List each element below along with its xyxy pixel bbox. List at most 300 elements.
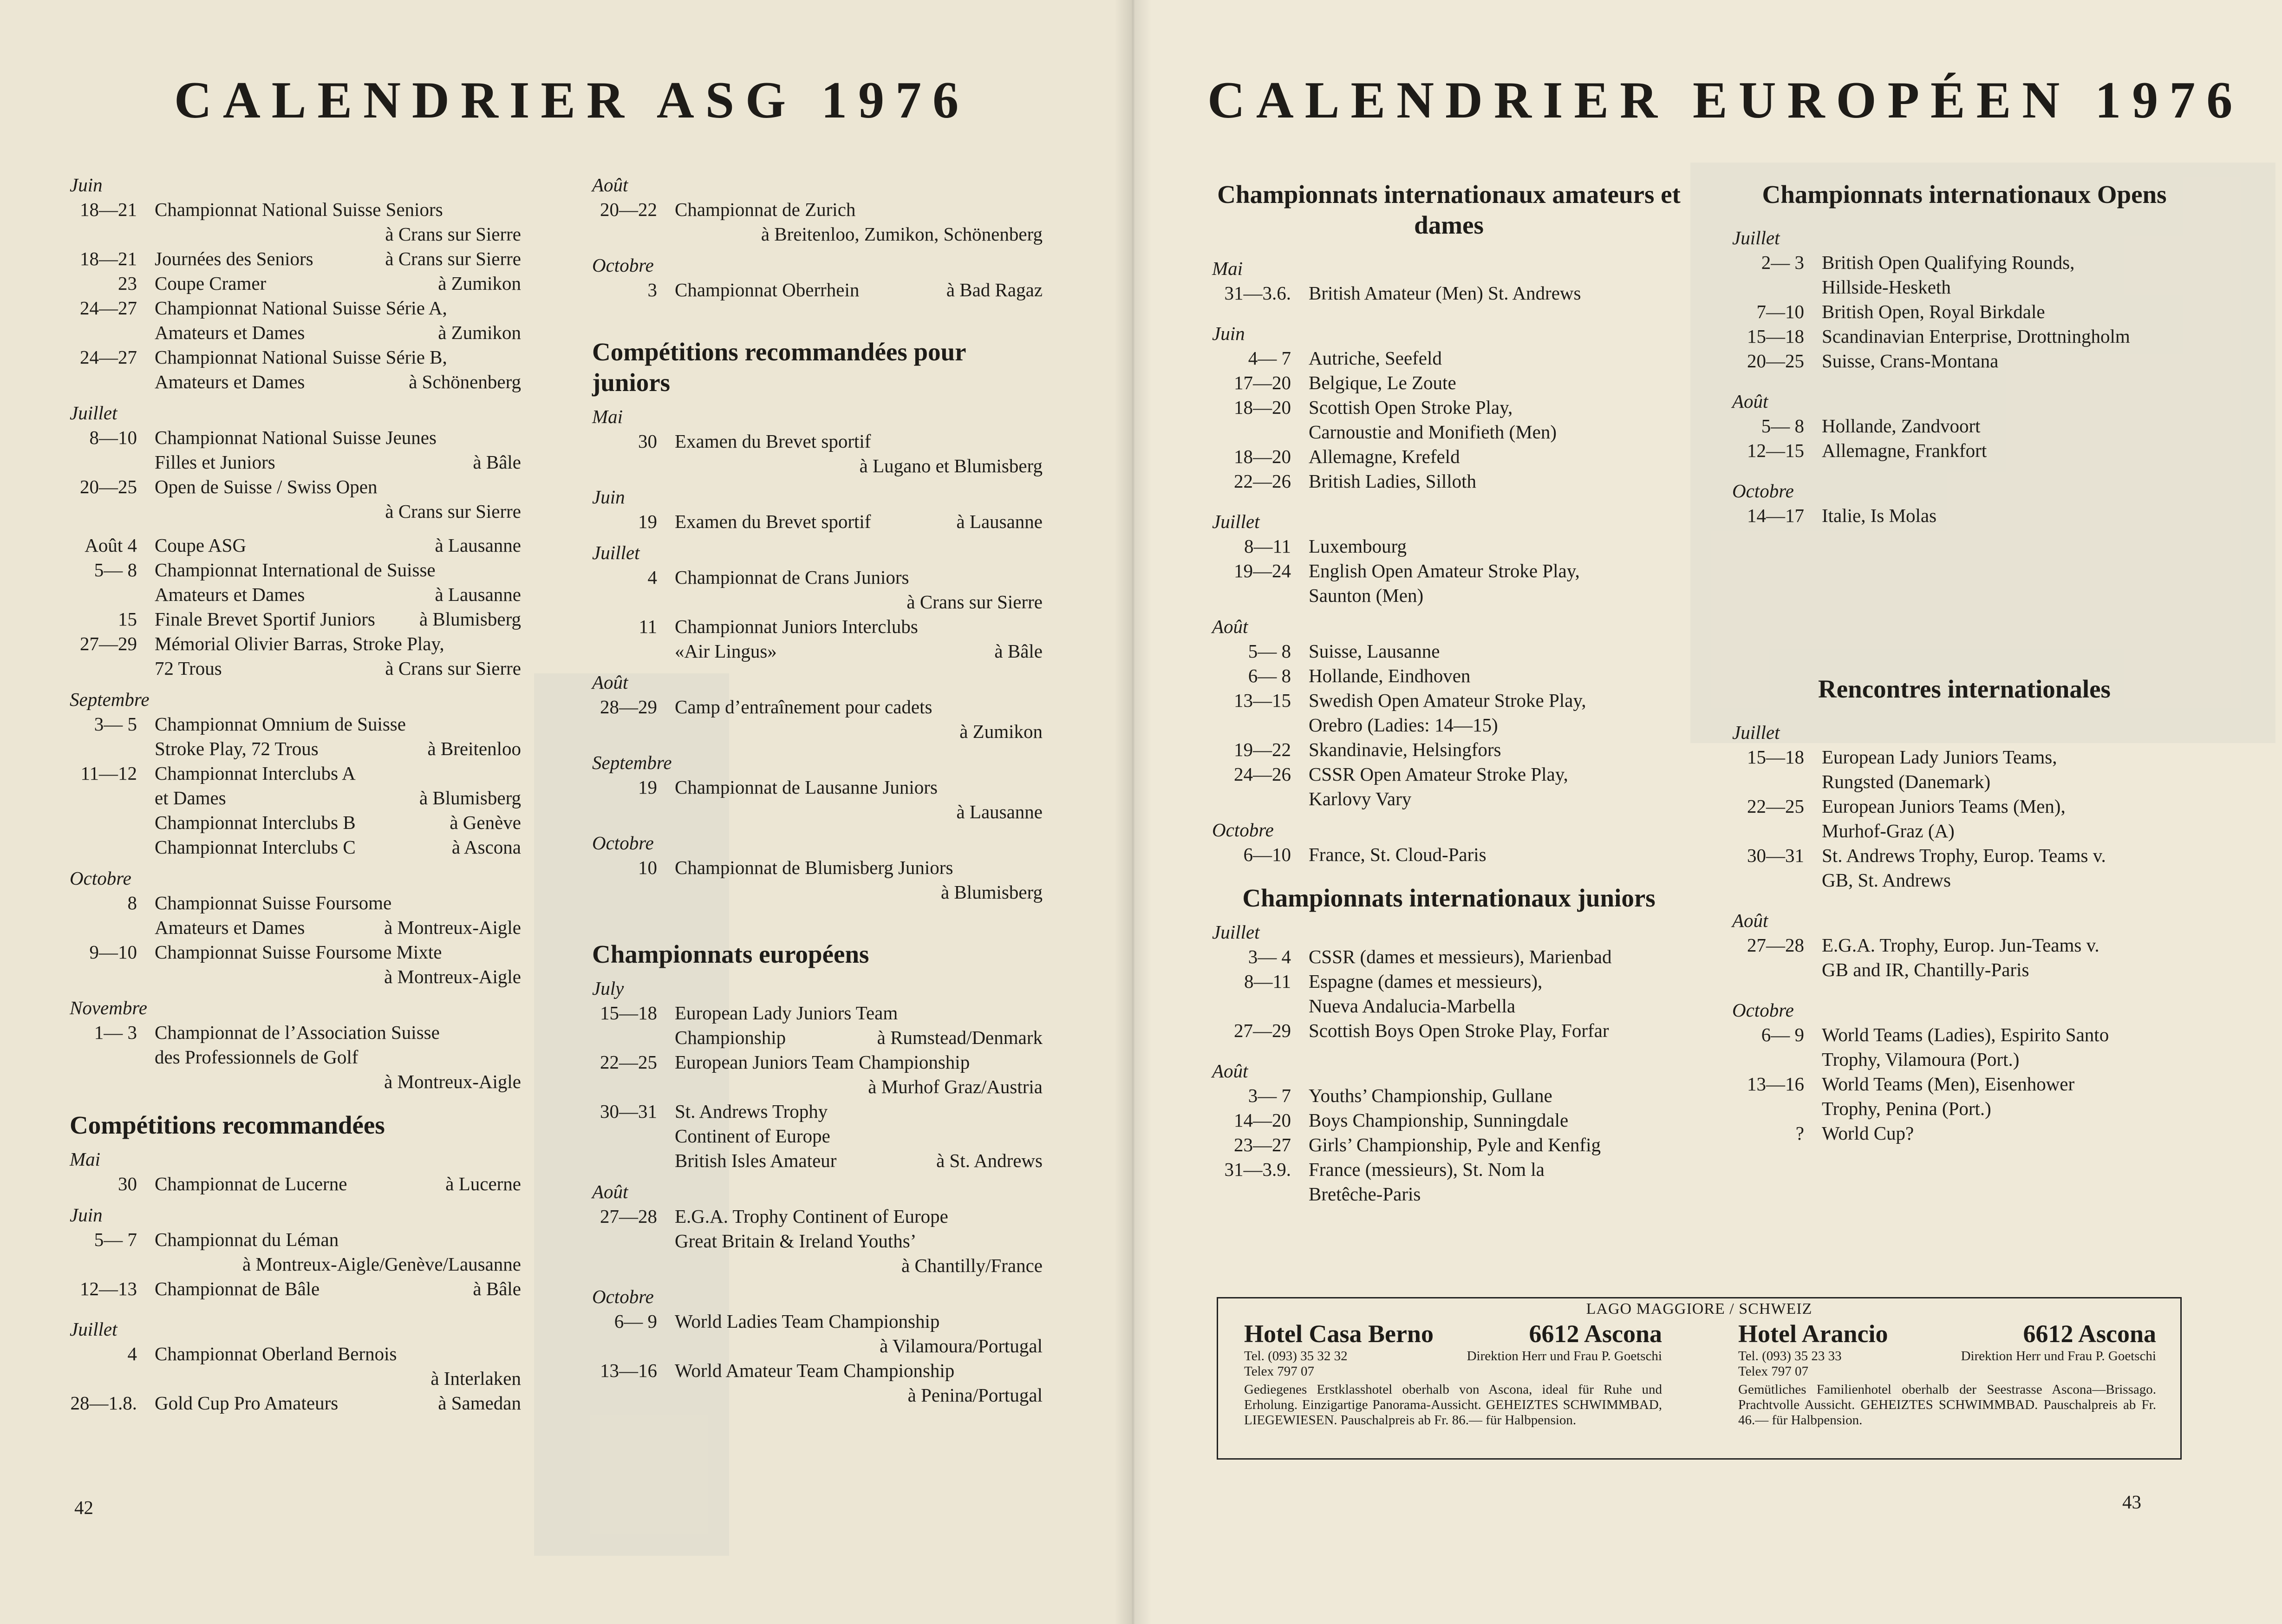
event-place: à Murhof Graz/Austria xyxy=(868,1076,1043,1097)
month-heading: Mai xyxy=(1212,258,1243,279)
event-details xyxy=(1804,503,2197,528)
event-date: 1— 3 xyxy=(94,1022,137,1043)
event-line xyxy=(155,1277,521,1301)
event-name: 72 Trous xyxy=(155,658,222,679)
month-heading: Septembre xyxy=(592,752,672,773)
event-details xyxy=(1291,945,1686,969)
calendar-entry xyxy=(1212,762,1686,811)
event-date: 22—25 xyxy=(600,1051,657,1073)
event-date: 14—20 xyxy=(1234,1109,1291,1131)
event-name: Youths’ Championship, Gullane xyxy=(1309,1085,1552,1106)
event-name: Championnat de Bâle xyxy=(155,1278,320,1299)
spacer xyxy=(1732,373,2197,383)
event-date: 30 xyxy=(638,430,657,452)
calendar-entry xyxy=(592,1050,1043,1099)
event-name: Championnat National Suisse Série A, xyxy=(155,297,447,319)
book-gutter xyxy=(1115,0,1152,1624)
calendar-entry xyxy=(1212,1018,1686,1043)
event-details xyxy=(657,1358,1043,1408)
section-heading: Championnats internationaux amateurs et dames xyxy=(1217,180,1681,239)
event-date: 12—13 xyxy=(80,1278,137,1299)
event-name: E.G.A. Trophy, Europ. Jun-Teams v. xyxy=(1822,934,2099,956)
event-name: Allemagne, Frankfort xyxy=(1822,440,1987,461)
event-name: Championnat de Zurich xyxy=(675,199,856,220)
event-date: 3— 7 xyxy=(1248,1085,1291,1106)
event-place: à Blumisberg xyxy=(419,608,521,630)
event-details xyxy=(657,855,1043,905)
event-name: World Teams (Ladies), Espirito Santo xyxy=(1822,1024,2109,1045)
hotel-direktion: Direktion Herr und Frau P. Goetschi xyxy=(1961,1349,2156,1363)
event-place: à Bâle xyxy=(994,640,1043,662)
event-date: 13—16 xyxy=(600,1360,657,1381)
event-name: Championnat Interclubs C xyxy=(155,836,356,858)
event-details xyxy=(1291,688,1686,737)
event-details xyxy=(657,197,1043,247)
event-place: à Breitenloo, Zumikon, Schönenberg xyxy=(761,223,1043,245)
event-name: British Isles Amateur xyxy=(675,1150,837,1171)
spacer xyxy=(1212,494,1686,503)
event-name: European Juniors Teams (Men), xyxy=(1822,796,2066,817)
event-date: 19—24 xyxy=(1234,560,1291,581)
calendar-entry xyxy=(1732,250,2197,300)
month-heading: Août xyxy=(1732,391,1768,412)
event-place: à Crans sur Sierre xyxy=(385,501,521,522)
event-name: Championnat National Suisse Seniors xyxy=(155,199,443,220)
hotel-name: Hotel Casa Berno xyxy=(1244,1320,1434,1348)
calendar-entry xyxy=(70,345,521,394)
left-page xyxy=(0,0,1133,1624)
calendar-entry xyxy=(1212,1083,1686,1108)
event-place: à Rumstead/Denmark xyxy=(877,1027,1043,1048)
event-date: 5— 8 xyxy=(94,559,137,580)
event-name: Championnat Omnium de Suisse xyxy=(155,713,406,735)
event-details xyxy=(1291,664,1686,688)
event-details xyxy=(137,533,521,558)
event-details xyxy=(1804,438,2197,463)
event-name: et Dames xyxy=(155,787,226,809)
calendar-entry xyxy=(70,533,521,558)
event-name: Championnat National Suisse Série B, xyxy=(155,346,447,368)
calendar-entry xyxy=(1212,395,1686,444)
calendar-entry xyxy=(592,1099,1043,1173)
calendar-entry xyxy=(1732,794,2197,843)
hotel-description: Gediegenes Erstklasshotel oberhalb von Ascona, ideal für Ruhe und Erholung. Einzigartige Panorama-Aussicht. GEHEIZTES SCHWIMMBAD, LIEGEWIESEN. Pauschalpreis ab Fr. 86.— für Halbpension. xyxy=(1244,1382,1662,1428)
event-details xyxy=(137,247,521,271)
event-name: Amateurs et Dames xyxy=(155,322,305,343)
event-line xyxy=(155,247,521,271)
asg-calendar-column-1 xyxy=(70,166,521,1415)
page-number-left: 42 xyxy=(74,1497,93,1518)
event-date: 28—29 xyxy=(600,696,657,717)
event-place: à Crans sur Sierre xyxy=(385,223,521,245)
event-date: 9—10 xyxy=(89,941,137,963)
section-heading: Championnats européens xyxy=(592,940,869,968)
event-details xyxy=(1291,639,1686,664)
hotel-telex: Telex 797 07 xyxy=(1244,1364,1314,1379)
month-heading: Août xyxy=(1732,910,1768,931)
event-name: Gold Cup Pro Amateurs xyxy=(155,1392,339,1414)
event-date: 24—27 xyxy=(80,297,137,319)
event-details xyxy=(1291,371,1686,395)
calendar-entry xyxy=(1212,559,1686,608)
event-date: 18—21 xyxy=(80,248,137,269)
calendar-entry xyxy=(1732,745,2197,794)
event-name: Championnat de Blumisberg Juniors xyxy=(675,857,953,878)
event-date: 3— 5 xyxy=(94,713,137,735)
event-name: World Cup? xyxy=(1822,1122,1914,1144)
calendar-entry xyxy=(592,614,1043,664)
event-date: 23 xyxy=(118,273,137,294)
calendar-entry xyxy=(592,695,1043,744)
event-details xyxy=(657,1099,1043,1173)
month-heading: Août xyxy=(592,174,628,196)
calendar-entry xyxy=(1732,414,2197,438)
event-place: à Crans sur Sierre xyxy=(906,591,1043,613)
month-heading: Octobre xyxy=(1212,819,1274,841)
event-name: Championnat Oberland Bernois xyxy=(155,1343,397,1364)
event-name: Amateurs et Dames xyxy=(155,917,305,938)
month-heading: Juin xyxy=(592,486,625,508)
calendar-entry xyxy=(1212,737,1686,762)
event-details xyxy=(1291,469,1686,494)
event-place: à Zumikon xyxy=(438,273,521,294)
event-place: à Montreux-Aigle/Genève/Lausanne xyxy=(242,1253,521,1275)
page-number-right: 43 xyxy=(2122,1491,2141,1513)
event-date: 6—10 xyxy=(1243,844,1291,865)
spacer xyxy=(70,1301,521,1311)
event-details xyxy=(137,1342,521,1391)
event-date: 8 xyxy=(127,892,137,913)
event-place: à Lausanne xyxy=(435,535,521,556)
hotel-casa-berno xyxy=(1244,1319,1662,1428)
event-date: 20—22 xyxy=(600,199,657,220)
event-date: 15—18 xyxy=(600,1002,657,1024)
event-date: 5— 8 xyxy=(1761,415,1804,437)
event-details xyxy=(137,475,521,524)
event-details xyxy=(137,891,521,940)
event-date: 20—25 xyxy=(80,476,137,497)
event-details xyxy=(657,695,1043,744)
event-details xyxy=(1804,794,2197,843)
event-name: Championnat International de Suisse xyxy=(155,559,436,580)
calendar-entry xyxy=(1212,688,1686,737)
hotel-advertisement xyxy=(1217,1297,2182,1460)
event-place: à Blumisberg xyxy=(419,787,521,809)
event-details xyxy=(137,425,521,475)
event-details xyxy=(137,761,521,860)
spacer xyxy=(1732,893,2197,902)
event-place: à Lugano et Blumisberg xyxy=(859,455,1043,476)
hotel-place: 6612 Ascona xyxy=(1529,1320,1662,1348)
event-place: à Bâle xyxy=(473,1278,521,1299)
calendar-entry xyxy=(70,940,521,989)
event-date: 27—28 xyxy=(1747,934,1804,956)
hotel-arancio xyxy=(1738,1319,2156,1428)
event-date: 24—26 xyxy=(1234,763,1291,785)
event-details xyxy=(137,345,521,394)
event-details xyxy=(1291,1018,1686,1043)
event-name: Championship xyxy=(675,1027,786,1048)
right-page-title: CALENDRIER EUROPÉEN 1976 xyxy=(1207,72,2244,129)
event-place: à Lausanne xyxy=(956,511,1043,532)
event-details xyxy=(1804,1121,2197,1146)
calendar-entry xyxy=(1732,1072,2197,1121)
calendar-entry xyxy=(1732,1121,2197,1146)
event-details xyxy=(137,1391,521,1415)
event-name: Luxembourg xyxy=(1309,535,1407,557)
event-details xyxy=(137,296,521,345)
event-line xyxy=(155,737,521,761)
event-line xyxy=(155,656,521,681)
calendar-entry xyxy=(1212,534,1686,559)
event-date: 14—17 xyxy=(1747,505,1804,526)
event-name: des Professionnels de Golf xyxy=(155,1046,359,1068)
spacer xyxy=(1732,704,2197,714)
event-name: Open de Suisse / Swiss Open xyxy=(155,476,378,497)
event-date: 23—27 xyxy=(1234,1134,1291,1155)
hotel-telex: Telex 797 07 xyxy=(1738,1364,1808,1379)
event-details xyxy=(657,614,1043,664)
event-details xyxy=(1291,346,1686,371)
calendar-entry xyxy=(1732,324,2197,349)
event-details xyxy=(137,1277,521,1301)
event-place: à Bâle xyxy=(473,451,521,473)
event-date: 10 xyxy=(638,857,657,878)
event-date: 15 xyxy=(118,608,137,630)
event-name: Filles et Juniors xyxy=(155,451,275,473)
event-line xyxy=(675,278,1043,302)
calendar-entry xyxy=(1732,438,2197,463)
event-details xyxy=(657,565,1043,614)
event-name: Murhof-Graz (A) xyxy=(1822,820,1955,841)
event-details xyxy=(137,1020,521,1094)
hotel-tel: Tel. (093) 35 23 33 xyxy=(1738,1349,1842,1363)
european-calendar-column-2 xyxy=(1732,163,2197,1146)
event-place: à Crans sur Sierre xyxy=(385,248,521,269)
event-date: 18—20 xyxy=(1234,397,1291,418)
calendar-entry xyxy=(70,1172,521,1196)
event-date: 4 xyxy=(127,1343,137,1364)
event-name: Stroke Play, 72 Trous xyxy=(155,738,319,759)
month-heading: Août xyxy=(1212,1060,1248,1082)
event-line xyxy=(155,450,521,475)
event-place: à Bad Ragaz xyxy=(946,279,1043,300)
month-heading: Septembre xyxy=(70,689,150,710)
calendar-entry xyxy=(592,565,1043,614)
event-details xyxy=(137,1227,521,1277)
event-name: Championnat Interclubs A xyxy=(155,763,356,784)
event-details xyxy=(1804,250,2197,300)
calendar-entry xyxy=(1212,1108,1686,1133)
event-details xyxy=(1291,762,1686,811)
event-name: Hollande, Zandvoort xyxy=(1822,415,1981,437)
event-date: 8—11 xyxy=(1244,535,1291,557)
spacer xyxy=(1732,528,2197,658)
calendar-entry xyxy=(592,775,1043,824)
event-date: 19 xyxy=(638,511,657,532)
spacer xyxy=(592,302,1043,312)
calendar-entry xyxy=(70,607,521,632)
event-place: à Samedan xyxy=(438,1392,521,1414)
calendar-entry xyxy=(1732,349,2197,373)
event-name: GB and IR, Chantilly-Paris xyxy=(1822,959,2029,980)
month-heading: Août xyxy=(592,672,628,693)
event-details xyxy=(657,429,1043,478)
month-heading: Juillet xyxy=(592,542,640,563)
event-place: à Blumisberg xyxy=(940,881,1043,903)
section-heading: Compétitions recommandées xyxy=(70,1111,385,1139)
event-details xyxy=(137,197,521,247)
event-details xyxy=(1291,395,1686,444)
event-place: à Genève xyxy=(450,812,521,833)
event-name: Championnat Suisse Foursome xyxy=(155,892,392,913)
event-name: Hillside-Hesketh xyxy=(1822,276,1951,298)
event-date: 30—31 xyxy=(600,1101,657,1122)
event-name: Scottish Boys Open Stroke Play, Forfar xyxy=(1309,1020,1609,1041)
month-heading: Juin xyxy=(1212,323,1245,344)
event-name: Trophy, Vilamoura (Port.) xyxy=(1822,1049,2020,1070)
event-details xyxy=(1804,324,2197,349)
event-details xyxy=(1804,414,2197,438)
month-heading: Novembre xyxy=(70,997,147,1018)
event-name: CSSR (dames et messieurs), Marienbad xyxy=(1309,946,1612,967)
month-heading: Mai xyxy=(70,1148,101,1170)
ad-header: LAGO MAGGIORE / SCHWEIZ xyxy=(1586,1300,1813,1317)
calendar-entry xyxy=(1732,503,2197,528)
month-heading: Juin xyxy=(70,1204,103,1226)
event-name: Amateurs et Dames xyxy=(155,584,305,605)
event-place: à Lausanne xyxy=(956,801,1043,822)
event-name: Karlovy Vary xyxy=(1309,788,1412,809)
event-place: à Lausanne xyxy=(435,584,521,605)
event-line xyxy=(155,533,521,558)
calendar-entry xyxy=(1212,969,1686,1018)
event-name: Espagne (dames et messieurs), xyxy=(1309,971,1543,992)
event-details xyxy=(137,632,521,681)
calendar-entry xyxy=(1212,371,1686,395)
event-name: Continent of Europe xyxy=(675,1125,830,1147)
month-heading: Août xyxy=(592,1181,628,1202)
month-heading: Octobre xyxy=(592,832,654,854)
section-heading: Championnats internationaux juniors xyxy=(1242,884,1656,912)
event-details xyxy=(137,940,521,989)
event-name: Bretêche-Paris xyxy=(1309,1183,1421,1205)
event-name: Italie, Is Molas xyxy=(1822,505,1937,526)
event-line xyxy=(675,1025,1043,1050)
calendar-entry xyxy=(1212,281,1686,306)
month-heading: Mai xyxy=(592,406,623,427)
event-details xyxy=(1804,933,2197,982)
section-heading: Rencontres internationales xyxy=(1818,675,2111,703)
event-details xyxy=(1291,1133,1686,1157)
event-details xyxy=(1291,969,1686,1018)
calendar-entry xyxy=(1212,842,1686,867)
calendar-entry xyxy=(1212,1157,1686,1207)
event-place: à Penina/Portugal xyxy=(907,1384,1043,1406)
event-date: ? xyxy=(1795,1122,1804,1144)
event-date: 31—3.9. xyxy=(1224,1159,1291,1180)
calendar-entry xyxy=(592,278,1043,302)
month-heading: Juillet xyxy=(70,402,117,424)
event-place: à Ascona xyxy=(451,836,521,858)
month-heading: Juillet xyxy=(1732,227,1780,248)
calendar-entry xyxy=(1212,346,1686,371)
event-line xyxy=(155,370,521,394)
event-line xyxy=(155,320,521,345)
event-details xyxy=(137,712,521,761)
calendar-entry xyxy=(1212,945,1686,969)
event-name: British Amateur (Men) St. Andrews xyxy=(1309,282,1581,304)
event-date: 13—16 xyxy=(1747,1073,1804,1095)
event-date: 31—3.6. xyxy=(1224,282,1291,304)
event-name: European Lady Juniors Teams, xyxy=(1822,746,2057,768)
event-name: World Ladies Team Championship xyxy=(675,1311,940,1332)
event-name: Championnat de Lucerne xyxy=(155,1173,347,1194)
month-heading: Août xyxy=(1212,616,1248,637)
calendar-entry xyxy=(592,509,1043,534)
event-details xyxy=(657,1204,1043,1278)
event-name: «Air Lingus» xyxy=(675,640,777,662)
event-details xyxy=(657,278,1043,302)
event-details xyxy=(1804,349,2197,373)
event-date: 15—18 xyxy=(1747,326,1804,347)
month-heading: Octobre xyxy=(1732,999,1794,1021)
calendar-entry xyxy=(1732,1023,2197,1072)
calendar-entry xyxy=(70,425,521,475)
event-name: Examen du Brevet sportif xyxy=(675,430,871,452)
event-details xyxy=(137,558,521,607)
event-date: 3 xyxy=(647,279,657,300)
calendar-entry xyxy=(70,558,521,607)
event-date: 6— 9 xyxy=(614,1311,657,1332)
calendar-entry xyxy=(70,296,521,345)
event-date: 17—20 xyxy=(1234,372,1291,393)
left-page-title: CALENDRIER ASG 1976 xyxy=(174,72,970,129)
event-name: European Juniors Team Championship xyxy=(675,1051,970,1073)
event-name: European Lady Juniors Team xyxy=(675,1002,898,1024)
calendar-entry xyxy=(1732,843,2197,893)
event-place: à Zumikon xyxy=(959,721,1043,742)
spacer xyxy=(1212,306,1686,315)
event-date: 2— 3 xyxy=(1761,252,1804,273)
calendar-entry xyxy=(70,197,521,247)
event-name: Championnat de Crans Juniors xyxy=(675,567,909,588)
event-name: Finale Brevet Sportif Juniors xyxy=(155,608,375,630)
event-date: 20—25 xyxy=(1747,350,1804,372)
calendar-entry xyxy=(592,1358,1043,1408)
month-heading: Octobre xyxy=(592,1286,654,1307)
event-date: 27—29 xyxy=(80,633,137,654)
event-date: 3— 4 xyxy=(1248,946,1291,967)
month-heading: Octobre xyxy=(1732,480,1794,502)
event-name: Allemagne, Krefeld xyxy=(1309,446,1460,467)
event-date: 30 xyxy=(118,1173,137,1194)
calendar-entry xyxy=(70,1342,521,1391)
month-heading: Juillet xyxy=(1732,722,1780,743)
event-name: E.G.A. Trophy Continent of Europe xyxy=(675,1206,948,1227)
calendar-entry xyxy=(1212,664,1686,688)
calendar-entry xyxy=(70,271,521,296)
event-date: 12—15 xyxy=(1747,440,1804,461)
event-name: Scottish Open Stroke Play, xyxy=(1309,397,1513,418)
event-name: Championnat National Suisse Jeunes xyxy=(155,427,437,448)
event-date: 27—29 xyxy=(1234,1020,1291,1041)
event-name: Championnat de l’Association Suisse xyxy=(155,1022,440,1043)
calendar-entry xyxy=(1732,300,2197,324)
calendar-entry xyxy=(1212,469,1686,494)
event-line xyxy=(155,810,521,835)
event-date: 18—20 xyxy=(1234,446,1291,467)
